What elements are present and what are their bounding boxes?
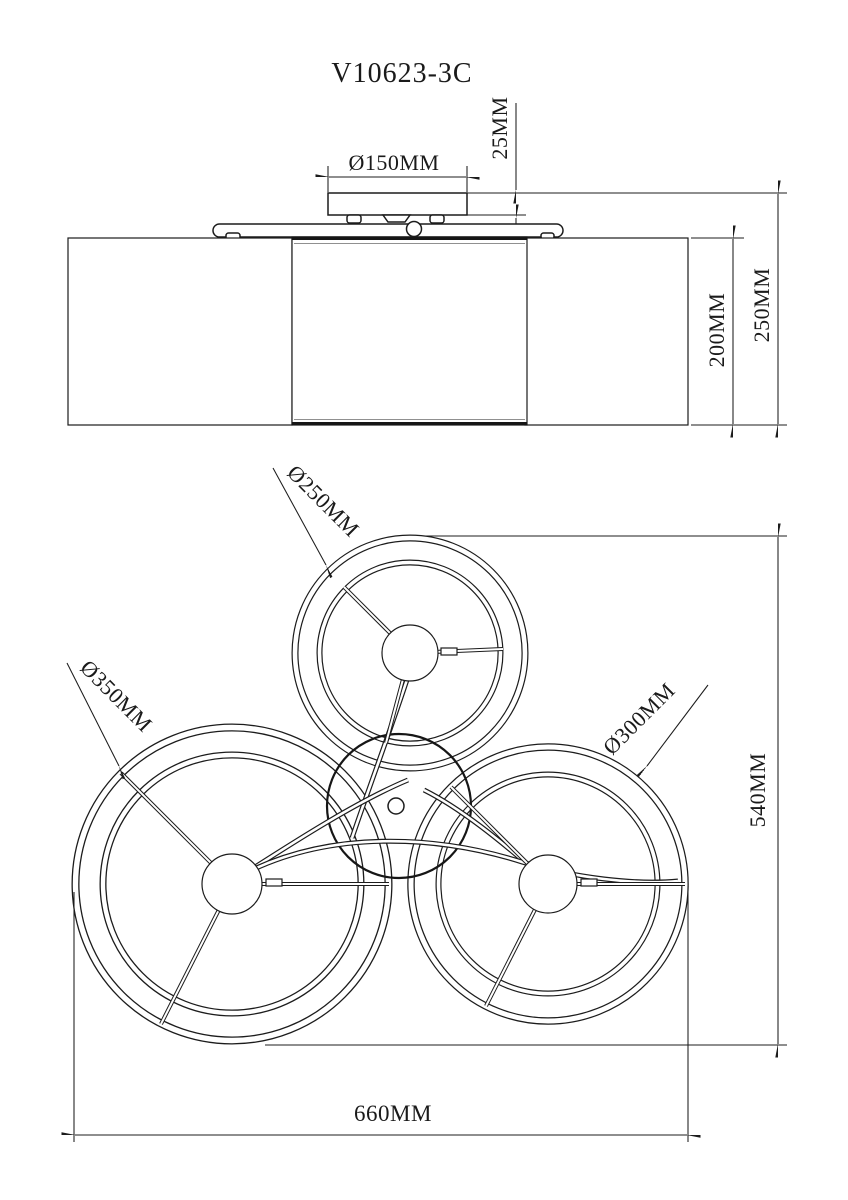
overall-width-label: 660MM: [354, 1101, 432, 1126]
shade-left-elevation: [68, 238, 292, 425]
shade-right-elevation: [525, 238, 688, 425]
shade-center-elevation: [292, 237, 527, 425]
fixture-height-label: 250MM: [749, 267, 774, 343]
left-shade-diameter-label: Ø350MM: [75, 654, 158, 737]
top-plan-view: [67, 460, 787, 1142]
mounting-bar: [213, 224, 563, 237]
canopy-center-hole: [388, 798, 404, 814]
canopy-height-label: 25MM: [487, 96, 512, 160]
canopy-foot-right: [430, 215, 444, 223]
canopy-diameter-label: Ø150MM: [348, 150, 440, 175]
shade-height-label: 200MM: [704, 292, 729, 368]
hub-left-shade: [202, 854, 262, 914]
dim-canopy-diameter: [328, 150, 467, 192]
side-elevation-view: [68, 96, 787, 425]
canopy-socket: [383, 215, 410, 222]
hub-right-shade: [519, 855, 577, 913]
top-shade-diameter-label: Ø250MM: [282, 459, 365, 542]
overall-depth-label: 540MM: [745, 752, 770, 828]
dim-overall-depth: [265, 536, 787, 1045]
dim-shade-height: [691, 238, 744, 424]
dim-top-shade-diameter: [273, 460, 364, 565]
canopy-foot-left: [347, 215, 361, 223]
canopy-profile: [328, 193, 467, 215]
dim-right-shade-diameter: [598, 678, 708, 766]
bar-center-knob: [407, 222, 422, 237]
hub-top-shade: [382, 625, 438, 681]
dim-left-shade-diameter: [67, 655, 157, 766]
drawing-title: V10623-3C: [331, 58, 473, 89]
right-shade-diameter-label: Ø300MM: [597, 677, 680, 760]
